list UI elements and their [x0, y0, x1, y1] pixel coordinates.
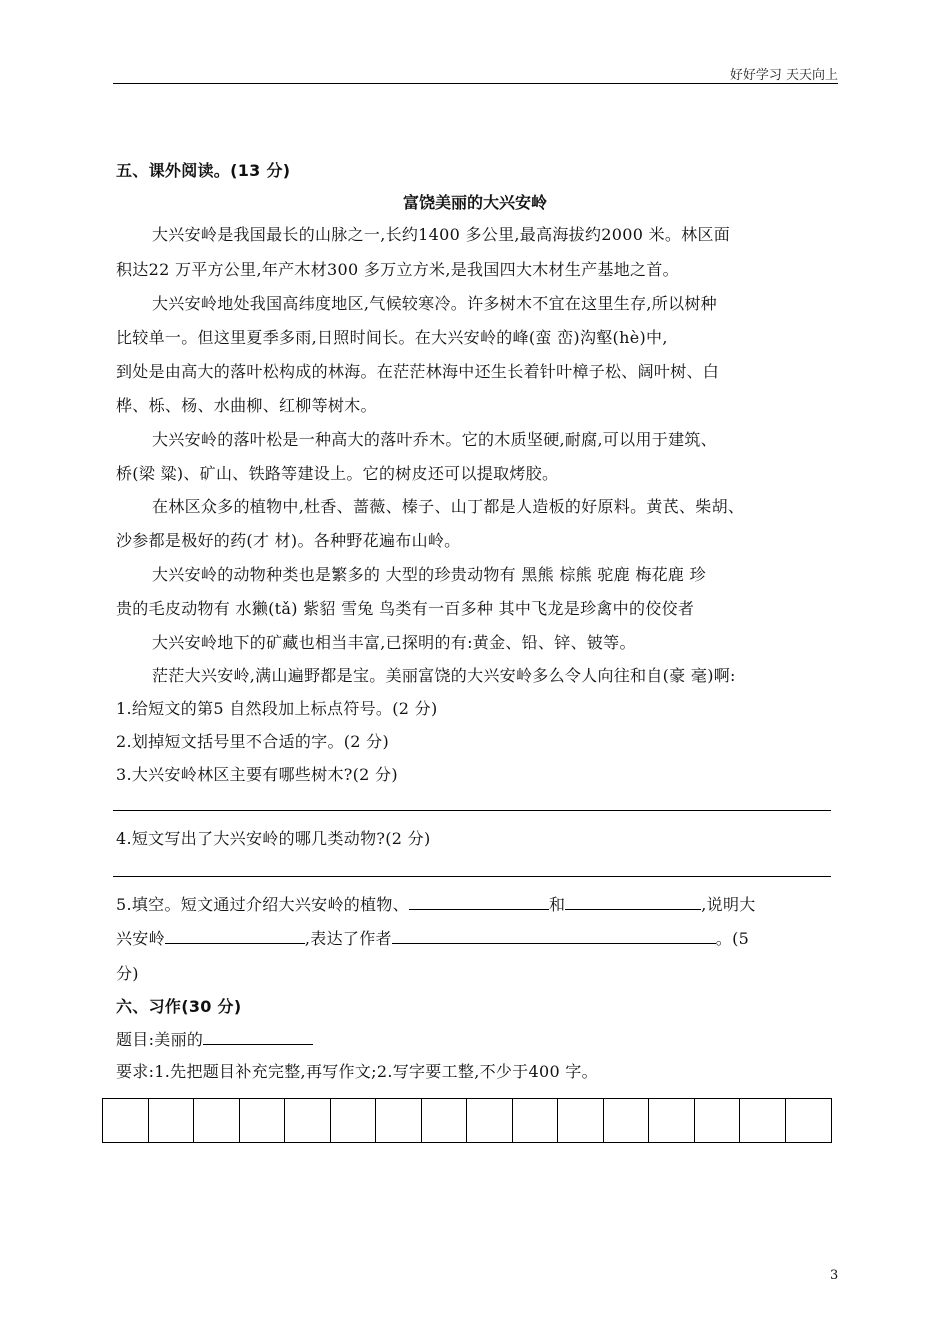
q5-text-b: 和	[548, 895, 566, 914]
q5-text-f: 。(5	[715, 929, 750, 948]
question-4: 4.短文写出了大兴安岭的哪几类动物?(2 分)	[116, 829, 431, 848]
grid-cell[interactable]	[285, 1099, 331, 1142]
q5-text-e: ,表达了作者	[304, 929, 392, 948]
grid-cell[interactable]	[786, 1099, 832, 1142]
passage-p3-line2: 桥(梁 粱)、矿山、铁路等建设上。它的树皮还可以提取烤胶。	[116, 464, 559, 483]
grid-cell[interactable]	[740, 1099, 786, 1142]
grid-cell[interactable]	[103, 1099, 149, 1142]
essay-topic-label: 题目:美丽的	[116, 1030, 204, 1049]
q5-text-d: 兴安岭	[116, 929, 165, 948]
grid-cell[interactable]	[376, 1099, 422, 1142]
passage-p3-line1: 大兴安岭的落叶松是一种高大的落叶乔木。它的木质坚硬,耐腐,可以用于建筑、	[152, 430, 717, 449]
passage-title: 富饶美丽的大兴安岭	[402, 193, 547, 212]
grid-cell[interactable]	[513, 1099, 559, 1142]
passage-p1-line1: 大兴安岭是我国最长的山脉之一,长约1400 多公里,最高海拔约2000 米。林区面	[152, 225, 731, 244]
passage-p2-line3: 到处是由高大的落叶松构成的林海。在茫茫林海中还生长着针叶樟子松、阔叶树、白	[116, 362, 720, 381]
essay-topic	[116, 1027, 313, 1050]
essay-requirement: 要求:1.先把题目补充完整,再写作文;2.写字要工整,不少于400 字。	[116, 1062, 598, 1081]
grid-cell[interactable]	[558, 1099, 604, 1142]
page-number: 3	[830, 1268, 839, 1283]
grid-cell[interactable]	[649, 1099, 695, 1142]
q5-blank-3[interactable]	[165, 927, 305, 944]
question-3: 3.大兴安岭林区主要有哪些树木?(2 分)	[116, 765, 398, 784]
question-2: 2.划掉短文括号里不合适的字。(2 分)	[116, 732, 390, 751]
passage-p4-line2: 沙参都是极好的药(才 材)。各种野花遍布山岭。	[116, 531, 461, 550]
passage-p7-line1: 茫茫大兴安岭,满山遍野都是宝。美丽富饶的大兴安岭多么令人向往和自(豪 毫)啊:	[152, 666, 736, 685]
grid-cell[interactable]	[240, 1099, 286, 1142]
q5-blank-4[interactable]	[392, 927, 716, 944]
question-5-line1	[116, 892, 756, 915]
header-motto: 好好学习 天天向上	[729, 68, 838, 83]
passage-p5-line1: 大兴安岭的动物种类也是繁多的 大型的珍贵动物有 黑熊 棕熊 驼鹿 梅花鹿 珍	[152, 565, 706, 584]
question-5-line2	[116, 926, 749, 949]
question-1: 1.给短文的第5 自然段加上标点符号。(2 分)	[116, 699, 438, 718]
q5-blank-1[interactable]	[409, 893, 549, 910]
essay-topic-blank[interactable]	[203, 1028, 313, 1045]
q5-text-c: ,说明大	[701, 895, 756, 914]
question-5-line3: 分)	[116, 964, 139, 983]
passage-p2-line2: 比较单一。但这里夏季多雨,日照时间长。在大兴安岭的峰(蛮 峦)沟壑(hè)中,	[116, 328, 668, 347]
header-rule	[113, 83, 838, 84]
grid-cell[interactable]	[604, 1099, 650, 1142]
grid-cell[interactable]	[149, 1099, 195, 1142]
passage-p2-line4: 桦、栎、杨、水曲柳、红柳等树木。	[116, 396, 377, 415]
section5-heading: 五、课外阅读。(13 分)	[116, 161, 291, 180]
q5-text-a: 5.填空。短文通过介绍大兴安岭的植物、	[116, 895, 409, 914]
grid-cell[interactable]	[331, 1099, 377, 1142]
writing-grid[interactable]	[102, 1098, 832, 1143]
passage-p4-line1: 在林区众多的植物中,杜香、蔷薇、榛子、山丁都是人造板的好原料。黄芪、柴胡、	[152, 497, 745, 516]
passage-p1-line2: 积达22 万平方公里,年产木材300 多万立方米,是我国四大木材生产基地之首。	[116, 260, 679, 279]
grid-cell[interactable]	[695, 1099, 741, 1142]
passage-p5-line2: 贵的毛皮动物有 水獭(tǎ) 紫貂 雪兔 鸟类有一百多种 其中飞龙是珍禽中的佼佼者	[116, 599, 695, 618]
passage-p6-line1: 大兴安岭地下的矿藏也相当丰富,已探明的有:黄金、铅、锌、铍等。	[152, 633, 636, 652]
grid-cell[interactable]	[467, 1099, 513, 1142]
section6-heading: 六、习作(30 分)	[116, 997, 242, 1016]
q5-blank-2[interactable]	[565, 893, 701, 910]
answer-line-q4[interactable]	[113, 876, 831, 877]
grid-cell[interactable]	[422, 1099, 468, 1142]
grid-cell[interactable]	[194, 1099, 240, 1142]
passage-p2-line1: 大兴安岭地处我国高纬度地区,气候较寒冷。许多树木不宜在这里生存,所以树种	[152, 294, 717, 313]
answer-line-q3[interactable]	[113, 810, 831, 811]
